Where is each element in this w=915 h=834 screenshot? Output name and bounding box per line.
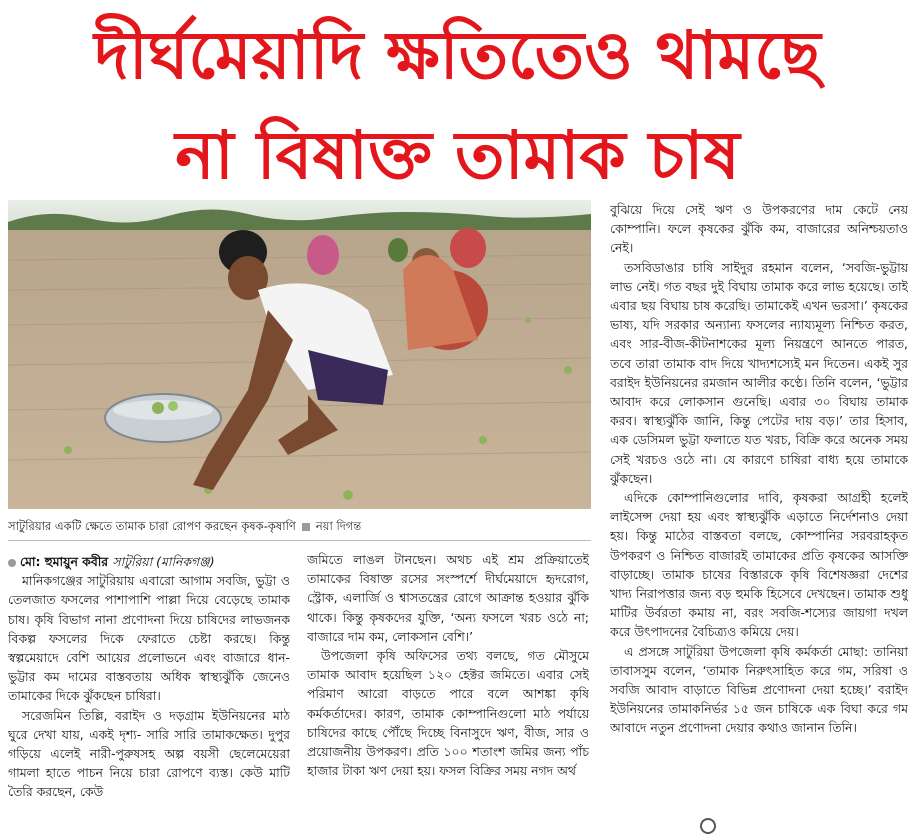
field-photo-illustration: [8, 200, 591, 509]
paragraph: সরেজমিন তিল্লি, বরাইদ ও দড়গ্রাম ইউনিয়নের মাঠ ঘুরে দেখা যায়, একই দৃশ্য- সারি সারি তামাকক্ষেত। দুপুর গড়িয়ে এলেই নারী-পুরুষসহ অল্প বয়সী ছেলেমেয়েরা গামলা হাতে পাচন নিয়ে চারা রোপণে ব্যস্ত। কেউ মাটি তৈরি করছেন, কেউ: [8, 707, 290, 800]
caption-credit: নয়া দিগন্ত: [315, 519, 362, 533]
paragraph: জমিতে লাঙল টানছেন। অথচ এই শ্রম প্রক্রিয়াতেই তামাকের বিষাক্ত রসের সংস্পর্শে দীর্ঘমেয়াদে হৃদরোগ, স্ট্রোক, এলার্জি ও শ্বাসতন্ত্রের রোগে আক্রান্ত হওয়ার ঝুঁকি থাকে। কিন্তু কৃষকদের যুক্তি, ‘অন্য ফসলে খরচ ওঠে না; বাজারে দাম কম, লোকসান বেশি।’: [307, 552, 589, 644]
paragraph: উপজেলা কৃষি অফিসের তথ্য বলছে, গত মৌসুমে তামাক আবাদ হয়েছিল ১২০ হেক্টর জমিতে। এবার সেই পরিমাণ আরো বাড়তে পারে বলে আশঙ্কা কৃষি কর্মকর্তাদের। কারণ, তামাক কোম্পানিগুলো মাঠ পর্যায়ে চাষিদের কাছে পৌঁছে দিচ্ছে বিনাসুদে ঋণ, বীজ, সার ও প্রয়োজনীয় উপকরণ। প্রতি ১০০ শতাংশ জমির জন্য পাঁচ হাজার টাকা ঋণ দেয়া হয়। ফসল বিক্রির সময় নগদ অর্থ: [307, 648, 589, 779]
news-photo: [8, 200, 591, 509]
byline-author: মো: হুমায়ুন কবীর: [20, 554, 109, 569]
byline: [8, 552, 290, 571]
caption-divider: [8, 540, 591, 541]
paragraph: মানিকগঞ্জের সাটুরিয়ায় এবারো আগাম সবজি, ভুট্টা ও তেলজাত ফসলের পাশাপাশি পাল্লা দিয়ে বেড়েছে তামাক চাষ। কৃষি বিভাগ নানা প্রণোদনা দিয়ে চাষিদের লাভজনক বিকল্প ফসলের দিকে ফেরাতে চেষ্টা করছে। কিন্তু স্বল্পমেয়াদে বেশি আয়ের প্রলোভনে এবং বাজারে ধান-ভুট্টার কম দামের বাস্তবতায় অধিক স্বাস্থ্যঝুঁকি জেনেও তামাকের দিকে ঝুঁকছেন চাষিরা।: [8, 573, 290, 704]
byline-bullet-icon: [8, 559, 16, 567]
paragraph: তসবিডাঙার চাষি সাইদুর রহমান বলেন, ‘সবজি-ভুট্টায় লাভ নেই। গত বছর দুই বিঘায় তামাক করে লাভ হয়েছে। তাই এবার ছয় বিঘায় চাষ করেছি। তামাকেই এখন ভরসা।’ কৃষকের ভাষ্য, যদি সরকার অন্যান্য ফসলের ন্যায্যমূল্য নিশ্চিত করত, এবং সার-বীজ-কীটনাশকের মূল্য নিয়ন্ত্রণে আনতে পারত, তবে তারা তামাক বাদ দিয়ে খাদ্যশস্যেই মন দিতেন। একই সুর বরাইদ ইউনিয়নের রমজান আলীর কণ্ঠে। তিনি বলেন, ‘ভুট্টার আবাদ করে লোকসান গুনেছি। এবার ৩০ বিঘায় তামাক করব। স্বাস্থ্যঝুঁকি জানি, কিন্তু পেটের দায় বড়।’ তার হিসাব, এক ডেসিমল ভুট্টা ফলাতে যত খরচ, বিক্রি করে অনেক সময় সেই খরচও ওঠে না। যে কারণে চাষিরা বাধ্য হয়ে তামাকে ঝুঁকছেন।: [610, 259, 908, 486]
paragraph: এ প্রসঙ্গে সাটুরিয়া উপজেলা কৃষি কর্মকর্তা মোছা: তানিয়া তাবাসসুম বলেন, ‘তামাক নিরুৎসাহিত করে গম, সরিষা ও সবজি আবাদ বাড়াতে বিভিন্ন প্রণোদনা দেয়া হচ্ছে।’ বরাইদ ইউনিয়নের তামাকনির্ভর ১৫ জন চাষিকে এক বিঘা করে গম আবাদে নতুন প্রণোদনা দেয়ার কথাও জানান তিনি।: [610, 643, 908, 736]
byline-place: সাটুরিয়া (মানিকগঞ্জ): [112, 554, 215, 569]
continuation-mark-icon: [700, 818, 716, 834]
caption-text: সাটুরিয়ার একটি ক্ষেতে তামাক চারা রোপণ করছেন কৃষক-কৃষাণি: [8, 519, 296, 533]
headline-line-2: না বিষাক্ত তামাক চাষ: [175, 117, 740, 194]
photo-caption: [8, 516, 591, 536]
headline-line-1: দীর্ঘমেয়াদি ক্ষতিতেও থামছে: [94, 17, 821, 94]
headline: [0, 6, 915, 206]
caption-separator-icon: [302, 523, 310, 531]
article-column-3: [610, 200, 908, 816]
paragraph: এদিকে কোম্পানিগুলোর দাবি, কৃষকরা আগ্রহী হলেই লাইসেন্স দেয়া হয় এবং স্বাস্থ্যঝুঁকি এড়াতে নির্দেশনাও দেয়া হয়। কিন্তু মাঠের বাস্তবতা বলছে, কোম্পানির সরবরাহকৃত উপকরণ ও নিশ্চিত বাজারই তামাকের প্রতি কৃষকের আসক্তি বাড়াচ্ছে। তামাক চাষের বিস্তারকে কৃষি বিশেষজ্ঞরা দেশের খাদ্য নিরাপত্তার জন্য বড় হুমকি হিসেবে দেখছেন। তামাক শুধু মাটির উর্বরতা কমায় না, বরং সবজি-শস্যের জায়গা দখল করে উৎপাদনের বৈচিত্র্যও কমিয়ে দেয়।: [610, 490, 908, 640]
article-column-1: [8, 552, 290, 814]
paragraph: বুঝিয়ে দিয়ে সেই ঋণ ও উপকরণের দাম কেটে নেয় কোম্পানি। ফলে কৃষকের ঝুঁকি কম, বাজারের অনিশ্চয়তাও নেই।: [610, 202, 908, 256]
article-column-2: [307, 550, 589, 812]
